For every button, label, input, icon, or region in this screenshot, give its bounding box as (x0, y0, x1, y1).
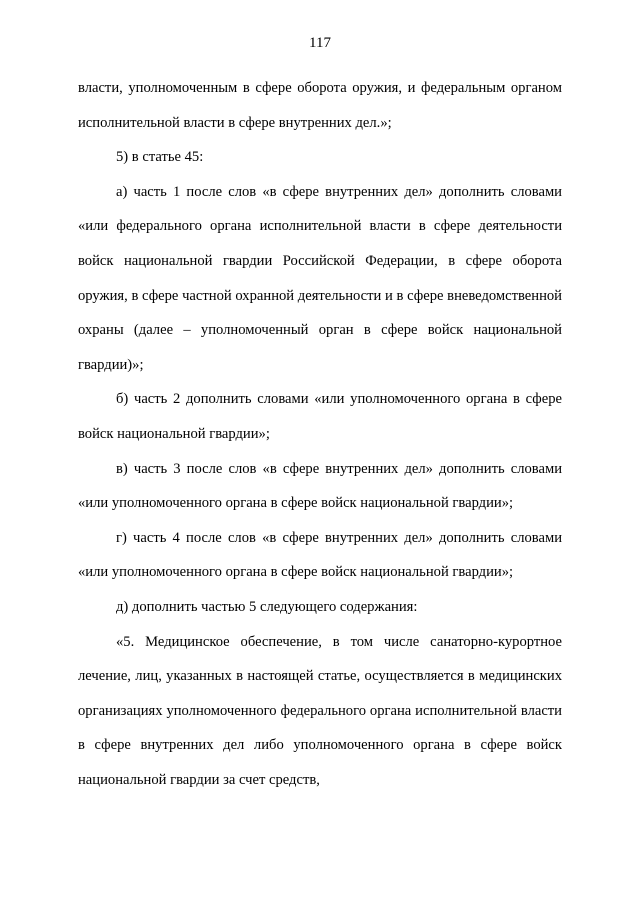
document-body (78, 71, 562, 797)
paragraph-quoted-part-5: «5. Медицинское обеспечение, в том числе санаторно-курортное лечение, лиц, указанных в настоящей статье, осуществляется в медицинских организациях уполномоченного федерального органа исполнительной власти в сфере внутренних дел либо уполномоченного органа в сфере войск национальной гвардии за счет средств, (78, 633, 562, 788)
paragraph-item-5: 5) в статье 45: (116, 149, 204, 166)
paragraph-subitem-a: а) часть 1 после слов «в сфере внутренних дел» дополнить словами «или федерального органа исполнительной власти в сфере деятельности войск национальной гвардии Российской Федерации, в сфере оборота оружия, в сфере частной охранной деятельности и в сфере вневедомственной охраны (далее – уполномоченный орган в сфере войск национальной гвардии)»; (78, 183, 562, 373)
paragraph-continuation: власти, уполномоченным в сфере оборота оружия, и федеральным органом исполнительной власти в сфере внутренних дел.»; (78, 80, 562, 131)
paragraph-subitem-b: б) часть 2 дополнить словами «или уполномоченного органа в сфере войск национальной гвардии»; (78, 391, 562, 442)
paragraph-subitem-v: в) часть 3 после слов «в сфере внутренних дел» дополнить словами «или уполномоченного органа в сфере войск национальной гвардии»; (78, 460, 562, 512)
paragraph-subitem-d: д) дополнить частью 5 следующего содержания: (116, 598, 418, 615)
paragraph-subitem-g: г) часть 4 после слов «в сфере внутренних дел» дополнить словами «или уполномоченного органа в сфере войск национальной гвардии»; (78, 529, 562, 581)
page-number: 117 (309, 35, 331, 51)
